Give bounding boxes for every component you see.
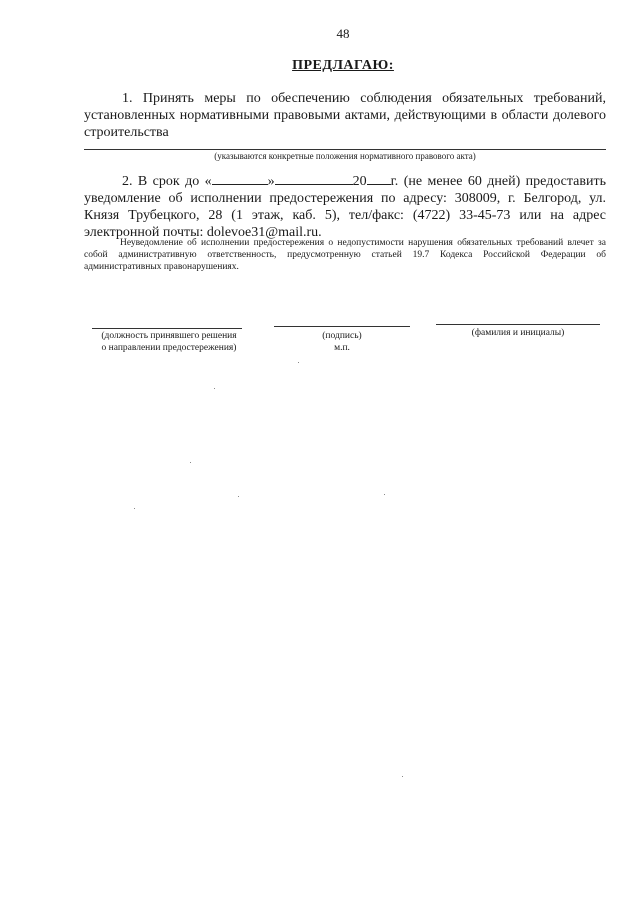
item-2-prefix: 2. В срок до « — [122, 174, 212, 189]
scan-speck — [214, 388, 215, 389]
item-2-body: г. (не менее 60 дней) предоставить уведомление об исполнении предостережения по адресу: 308009, г. Белгород, ул. Князя Трубецкого, 28 (1 этаж, каб. 5), тел/факс: (4722) 33-45-73 или на адрес электронной почты: dolevoe31@mail.ru. — [84, 174, 606, 240]
scan-speck — [134, 508, 135, 509]
warning-note: Неуведомление об исполнении предостережения о недопустимости нарушения обязательных требований влечет за собой административную ответственность, предусмотренную статьей 19.7 Кодекса Российской Федерации об административных правонарушениях. — [84, 238, 606, 272]
position-caption — [84, 330, 254, 354]
stamp-caption: м.п. — [334, 343, 350, 353]
position-signature-line — [92, 328, 242, 329]
item-1-caption: (указываются конкретные положения нормативного правового акта) — [214, 151, 476, 161]
scan-speck — [298, 362, 299, 363]
position-caption-line-2: о направлении предостережения) — [101, 343, 237, 353]
month-blank — [275, 173, 353, 185]
item-1-paragraph: 1. Принять меры по обеспечению соблюдения обязательных требований, установленных нормативными правовыми актами, действующими в области долевого строительства — [84, 91, 606, 140]
scan-speck — [402, 776, 403, 777]
name-signature-line — [436, 324, 600, 325]
item-2-paragraph — [84, 173, 606, 241]
position-caption-line-1: (должность принявшего решения — [101, 331, 237, 341]
heading: ПРЕДЛАГАЮ: — [292, 58, 394, 73]
day-blank — [212, 173, 268, 185]
page-number: 48 — [336, 26, 350, 41]
item-2-quote-close: » — [267, 174, 275, 189]
signature-line — [274, 326, 410, 327]
year-blank — [367, 173, 391, 185]
item-1-fill-line — [84, 149, 606, 150]
signature-caption-text: (подпись) — [322, 331, 362, 341]
scan-speck — [190, 462, 191, 463]
name-caption: (фамилия и инициалы) — [471, 328, 565, 338]
item-2-year: 20 — [352, 174, 367, 189]
signature-caption — [274, 330, 410, 354]
scan-speck — [238, 496, 239, 497]
scan-speck — [384, 494, 385, 495]
